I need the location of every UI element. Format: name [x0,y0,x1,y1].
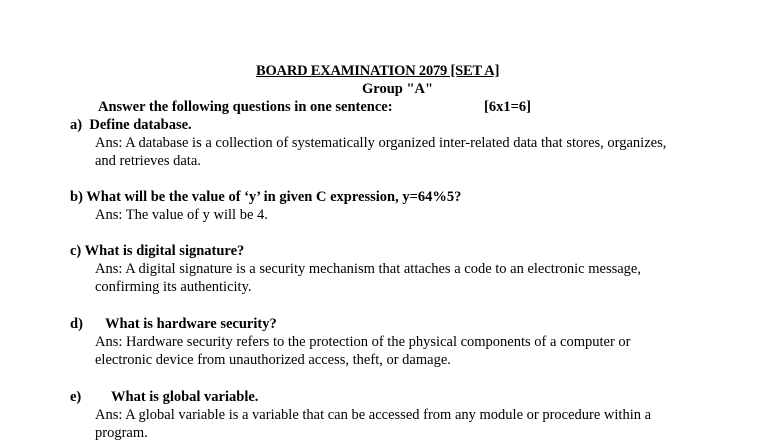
question-d-label: d) [70,316,83,332]
answer-line: electronic device from unauthorized access, theft, or damage. [95,352,451,368]
question-c [70,242,244,260]
group-heading: Group "A" [362,81,434,97]
question-label: a) [70,117,83,133]
question-a [70,116,192,134]
question-e-label: e) [70,389,82,405]
answer-line: Ans: A database is a collection of systematically organized inter-related data that stores, organizes, [95,135,667,151]
answer-line: program. [95,425,148,441]
question-b [70,188,461,206]
exam-title: BOARD EXAMINATION 2079 [SET A] [256,63,500,79]
question-text: What will be the value of ‘y’ in given C expression, y=64%5? [86,189,462,205]
answer-line: and retrieves data. [95,153,201,169]
answer-line: confirming its authenticity. [95,279,252,295]
question-label: c) [70,243,82,259]
answer-line: Ans: The value of y will be 4. [95,207,268,223]
marks-allocation: [6x1=6] [484,99,531,115]
question-label: b) [70,189,83,205]
answer-line: Ans: A digital signature is a security mechanism that attaches a code to an electronic message, [95,261,641,277]
answer-line: Ans: Hardware security refers to the protection of the physical components of a computer or [95,334,631,350]
question-text: Define database. [89,117,192,133]
question-d-text: What is hardware security? [105,316,277,332]
instruction-text: Answer the following questions in one sentence: [98,99,393,115]
question-text: What is digital signature? [84,243,245,259]
question-e-text: What is global variable. [111,389,259,405]
answer-line: Ans: A global variable is a variable that can be accessed from any module or procedure within a [95,407,652,423]
